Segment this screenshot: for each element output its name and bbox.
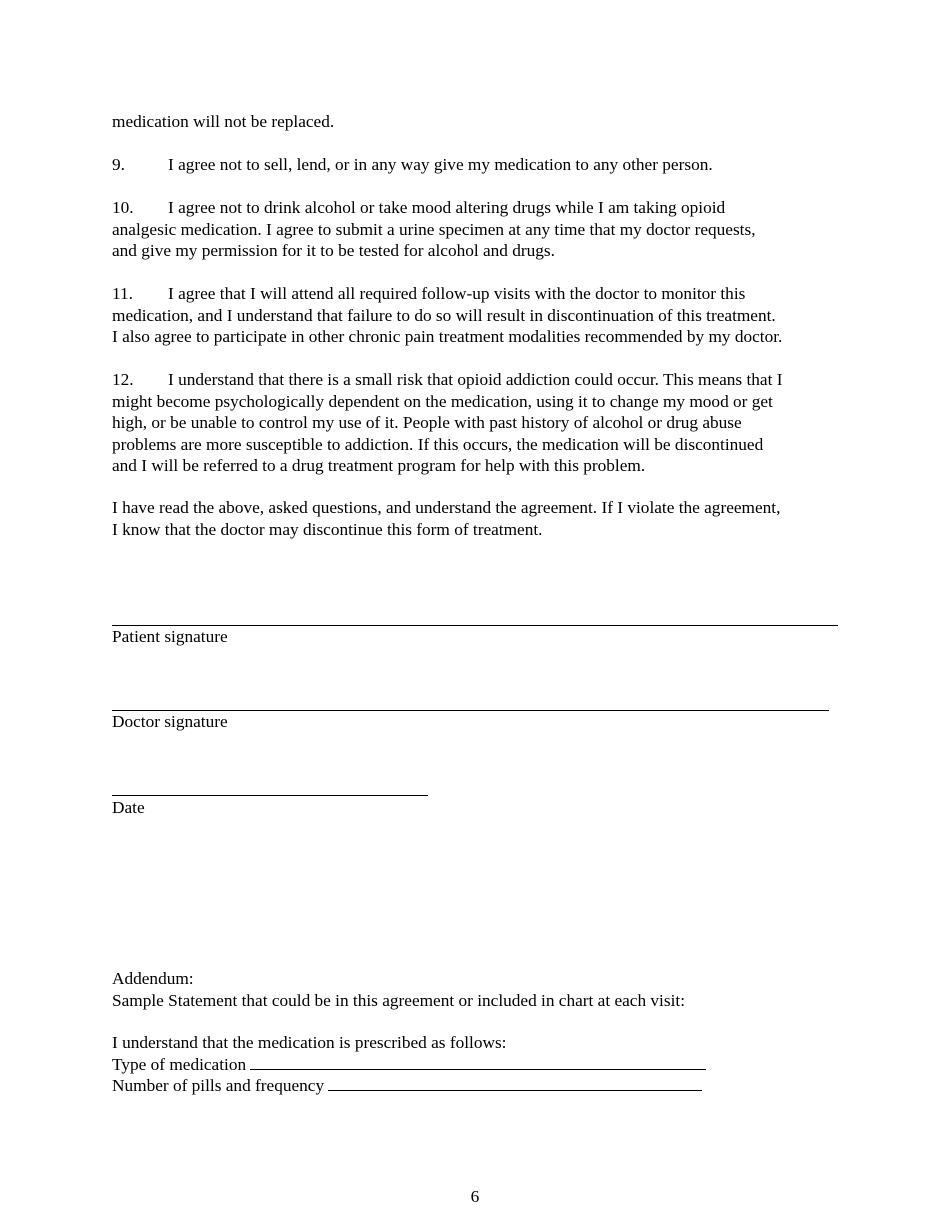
carryover-text: medication will not be replaced. <box>112 112 335 131</box>
medication-type-field[interactable] <box>250 1055 706 1070</box>
agreement-item-11: 11. I agree that I will attend all required follow-up visits with the doctor to monitor this medication, and I understand that failure to do so will result in discontinuation of this treatment. I also agree to participate in other chronic pain treatment modalities recommended by my doctor. <box>112 284 783 346</box>
acknowledgement-paragraph: I have read the above, asked questions, and understand the agreement. If I violate the agreement, I know that the doctor may discontinue this form of treatment. <box>112 498 781 539</box>
item-number: 12. <box>112 370 134 389</box>
pills-frequency-field[interactable] <box>328 1076 702 1091</box>
pills-frequency-label: Number of pills and frequency <box>112 1076 325 1095</box>
item-number: 9. <box>112 155 125 174</box>
agreement-item-9: 9. I agree not to sell, lend, or in any way give my medication to any other person. <box>112 155 713 174</box>
date-label: Date <box>112 798 145 817</box>
agreement-item-10: 10. I agree not to drink alcohol or take mood altering drugs while I am taking opioid analgesic medication. I agree to submit a urine specimen at any time that my doctor requests, and give my permission for it to be tested for alcohol and drugs. <box>112 198 756 260</box>
item-number: 11. <box>112 284 133 303</box>
addendum-subheading: Sample Statement that could be in this agreement or included in chart at each visit: <box>112 990 685 1010</box>
prescription-section <box>112 1032 842 1097</box>
item-number: 10. <box>112 198 134 217</box>
addendum-heading: Addendum: <box>112 969 194 988</box>
doctor-signature-label: Doctor signature <box>112 712 228 731</box>
medication-type-label: Type of medication <box>112 1054 247 1074</box>
date-line[interactable] <box>112 795 428 796</box>
prescription-intro: I understand that the medication is prescribed as follows: <box>112 1033 507 1052</box>
addendum-section <box>112 968 842 1011</box>
patient-signature-label: Patient signature <box>112 627 228 646</box>
agreement-item-12: 12. I understand that there is a small risk that opioid addiction could occur. This means that I might become psychologically dependent on the medication, using it to change my mood or get high, or be unable to control my use of it. People with past history of alcohol or drug abuse problems are more susceptible to addiction. If this occurs, the medication will be discontinued and I will be referred to a drug treatment program for help with this problem. <box>112 370 783 475</box>
page-number: 6 <box>470 1187 480 1206</box>
